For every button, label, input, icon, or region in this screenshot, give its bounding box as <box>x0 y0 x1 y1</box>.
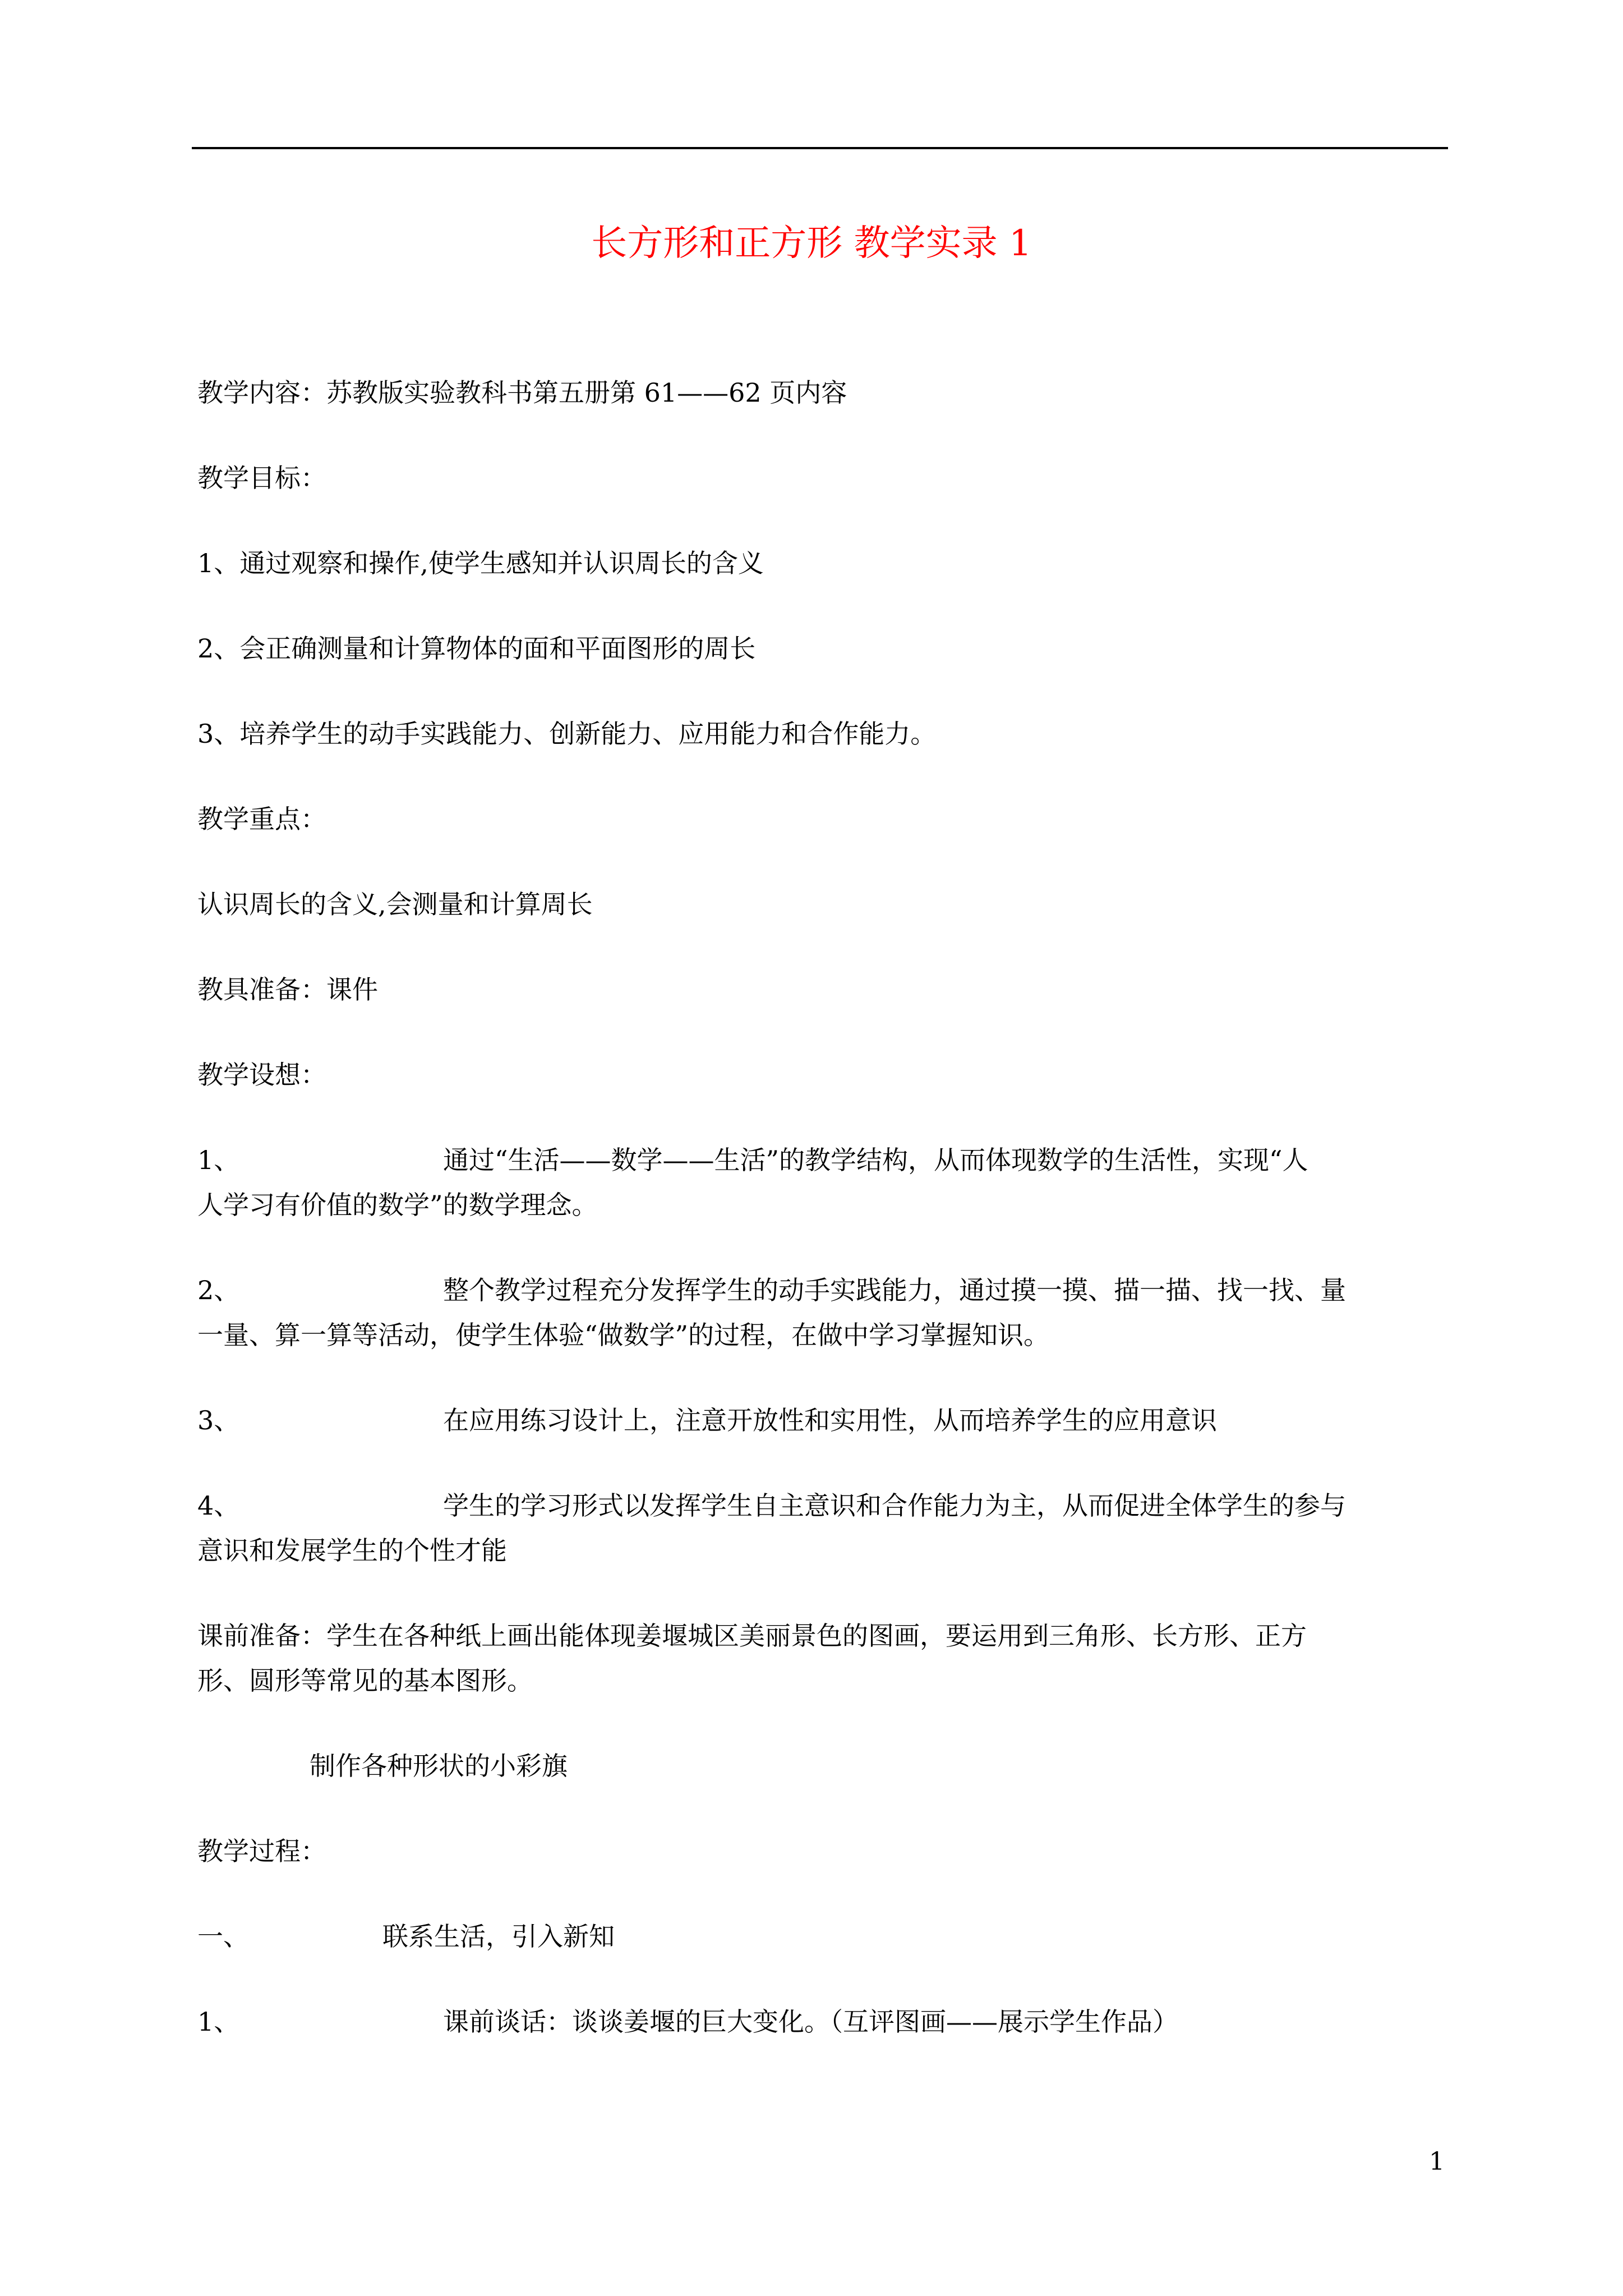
idea-1-line2: 人学习有价值的数学”的数学理念。 <box>197 1190 598 1220</box>
header-rule <box>192 147 1448 149</box>
idea-3-number: 3、 <box>197 1405 240 1435</box>
idea-4-line1: 学生的学习形式以发挥学生自主意识和合作能力为主，从而促进全体学生的参与 <box>443 1490 1346 1521</box>
document-title: 长方形和正方形 教学实录 1 <box>591 223 1032 264</box>
step-1-text: 课前谈话：谈谈姜堰的巨大变化。（互评图画——展示学生作品） <box>443 2007 1178 2037</box>
process-heading: 教学过程： <box>197 1836 326 1866</box>
section-1-number: 一、 <box>197 1921 249 1952</box>
page-number: 1 <box>1429 2147 1445 2176</box>
idea-3-line1: 在应用练习设计上，注意开放性和实用性，从而培养学生的应用意识 <box>443 1405 1217 1435</box>
focus-heading: 教学重点： <box>197 804 326 834</box>
section-1-title: 联系生活，引入新知 <box>382 1921 615 1952</box>
idea-4-line2: 意识和发展学生的个性才能 <box>197 1535 507 1566</box>
prep-line-1: 课前准备：学生在各种纸上画出能体现姜堰城区美丽景色的图画，要运用到三角形、长方形、正方 <box>197 1621 1307 1651</box>
goal-item-1: 1、通过观察和操作,使学生感知并认识周长的含义 <box>197 548 764 578</box>
idea-1-number: 1、 <box>197 1145 240 1175</box>
goal-item-2: 2、会正确测量和计算物体的面和平面图形的周长 <box>197 633 756 664</box>
idea-4-number: 4、 <box>197 1490 240 1521</box>
idea-2-line2: 一量、算一算等活动，使学生体验“做数学”的过程，在做中学习掌握知识。 <box>197 1320 1050 1350</box>
teaching-content: 教学内容：苏教版实验教科书第五册第 61——62 页内容 <box>197 378 847 408</box>
prep-extra: 制作各种形状的小彩旗 <box>310 1751 568 1781</box>
goals-heading: 教学目标： <box>197 463 326 493</box>
idea-2-number: 2、 <box>197 1275 240 1305</box>
step-1-number: 1、 <box>197 2007 240 2037</box>
goal-item-3: 3、培养学生的动手实践能力、创新能力、应用能力和合作能力。 <box>197 719 937 749</box>
tools-line: 教具准备：课件 <box>197 974 378 1005</box>
prep-line-2: 形、圆形等常见的基本图形。 <box>197 1665 533 1696</box>
idea-1-line1: 通过“生活——数学——生活”的教学结构，从而体现数学的生活性，实现“人 <box>443 1145 1308 1175</box>
idea-2-line1: 整个教学过程充分发挥学生的动手实践能力，通过摸一摸、描一描、找一找、量 <box>443 1275 1346 1305</box>
ideas-heading: 教学设想： <box>197 1060 326 1090</box>
focus-text: 认识周长的含义,会测量和计算周长 <box>197 889 593 919</box>
